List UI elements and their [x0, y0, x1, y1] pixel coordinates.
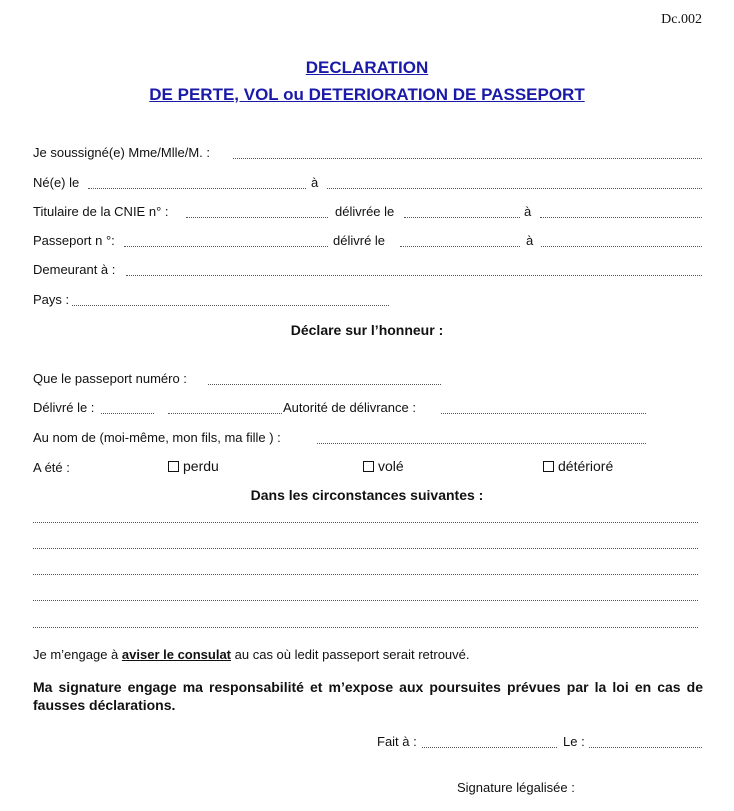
- section-heading-circonstances: Dans les circonstances suivantes :: [250, 487, 484, 503]
- field-circonstances-line-4[interactable]: [33, 600, 698, 601]
- engagement-before: Je m’engage à: [33, 647, 122, 662]
- checkbox-vole-icon[interactable]: [363, 461, 374, 472]
- field-cnie-lieu[interactable]: [540, 217, 702, 218]
- engagement-text: [33, 647, 470, 662]
- option-perdu[interactable]: [168, 458, 219, 474]
- field-fait-a[interactable]: [422, 747, 557, 748]
- option-vole-label: volé: [378, 458, 404, 474]
- field-cnie[interactable]: [186, 217, 328, 218]
- field-delivre-lieu[interactable]: [168, 413, 282, 414]
- label-cnie: Titulaire de la CNIE n° :: [33, 204, 169, 219]
- field-circonstances-line-2[interactable]: [33, 548, 698, 549]
- engagement-after: au cas où ledit passeport serait retrouvé.: [231, 647, 470, 662]
- checkbox-deteriore-icon[interactable]: [543, 461, 554, 472]
- field-au-nom[interactable]: [317, 443, 646, 444]
- label-autorite: Autorité de délivrance :: [283, 400, 416, 415]
- responsabilite-statement: Ma signature engage ma responsabilité et m’expose aux poursuites prévues par la loi en cas de fausses déclarations.: [33, 679, 703, 713]
- label-demeurant: Demeurant à :: [33, 262, 116, 277]
- label-pays: Pays :: [33, 292, 70, 307]
- option-vole[interactable]: [363, 458, 404, 474]
- checkbox-perdu-icon[interactable]: [168, 461, 179, 472]
- label-soussigne: Je soussigné(e) Mme/Mlle/M. :: [33, 145, 210, 160]
- title-line-2: DE PERTE, VOL ou DETERIORATION DE PASSEPORT: [149, 85, 585, 104]
- label-au-nom: Au nom de (moi-même, mon fils, ma fille ) :: [33, 430, 281, 445]
- label-signature: Signature légalisée :: [457, 780, 575, 795]
- field-le[interactable]: [589, 747, 702, 748]
- option-deteriore-label: détérioré: [558, 458, 614, 474]
- field-demeurant[interactable]: [126, 275, 702, 276]
- option-perdu-label: perdu: [183, 458, 219, 474]
- field-circonstances-line-5[interactable]: [33, 627, 698, 628]
- field-passeport-date[interactable]: [400, 246, 520, 247]
- label-lieu-naissance: à: [311, 175, 319, 190]
- label-a-ete: A été :: [33, 460, 70, 475]
- section-heading-honneur: Déclare sur l’honneur :: [290, 322, 444, 338]
- field-cnie-date[interactable]: [404, 217, 520, 218]
- field-circonstances-line-3[interactable]: [33, 574, 698, 575]
- field-pays[interactable]: [72, 305, 389, 306]
- label-passeport-lieu: à: [526, 233, 534, 248]
- label-cnie-delivree: délivrée le: [335, 204, 395, 219]
- label-passeport-numero: Que le passeport numéro :: [33, 371, 187, 386]
- label-passeport: Passeport n °:: [33, 233, 115, 248]
- field-passeport-lieu[interactable]: [541, 246, 702, 247]
- field-passeport-numero[interactable]: [208, 384, 441, 385]
- title-line-1: DECLARATION: [305, 58, 429, 77]
- label-ne-le: Né(e) le: [33, 175, 80, 190]
- field-autorite[interactable]: [441, 413, 646, 414]
- field-soussigne[interactable]: [233, 158, 702, 159]
- label-delivre-le: Délivré le :: [33, 400, 95, 415]
- field-lieu-naissance[interactable]: [327, 188, 702, 189]
- label-fait-a: Fait à :: [377, 734, 417, 749]
- field-delivre-le[interactable]: [101, 413, 154, 414]
- label-le: Le :: [563, 734, 585, 749]
- option-deteriore[interactable]: [543, 458, 613, 474]
- engagement-consulat: aviser le consulat: [121, 647, 232, 662]
- label-passeport-delivre: délivré le: [333, 233, 386, 248]
- field-circonstances-line-1[interactable]: [33, 522, 698, 523]
- field-date-naissance[interactable]: [88, 188, 306, 189]
- field-passeport[interactable]: [124, 246, 328, 247]
- label-cnie-lieu: à: [524, 204, 532, 219]
- document-reference: Dc.002: [661, 12, 702, 27]
